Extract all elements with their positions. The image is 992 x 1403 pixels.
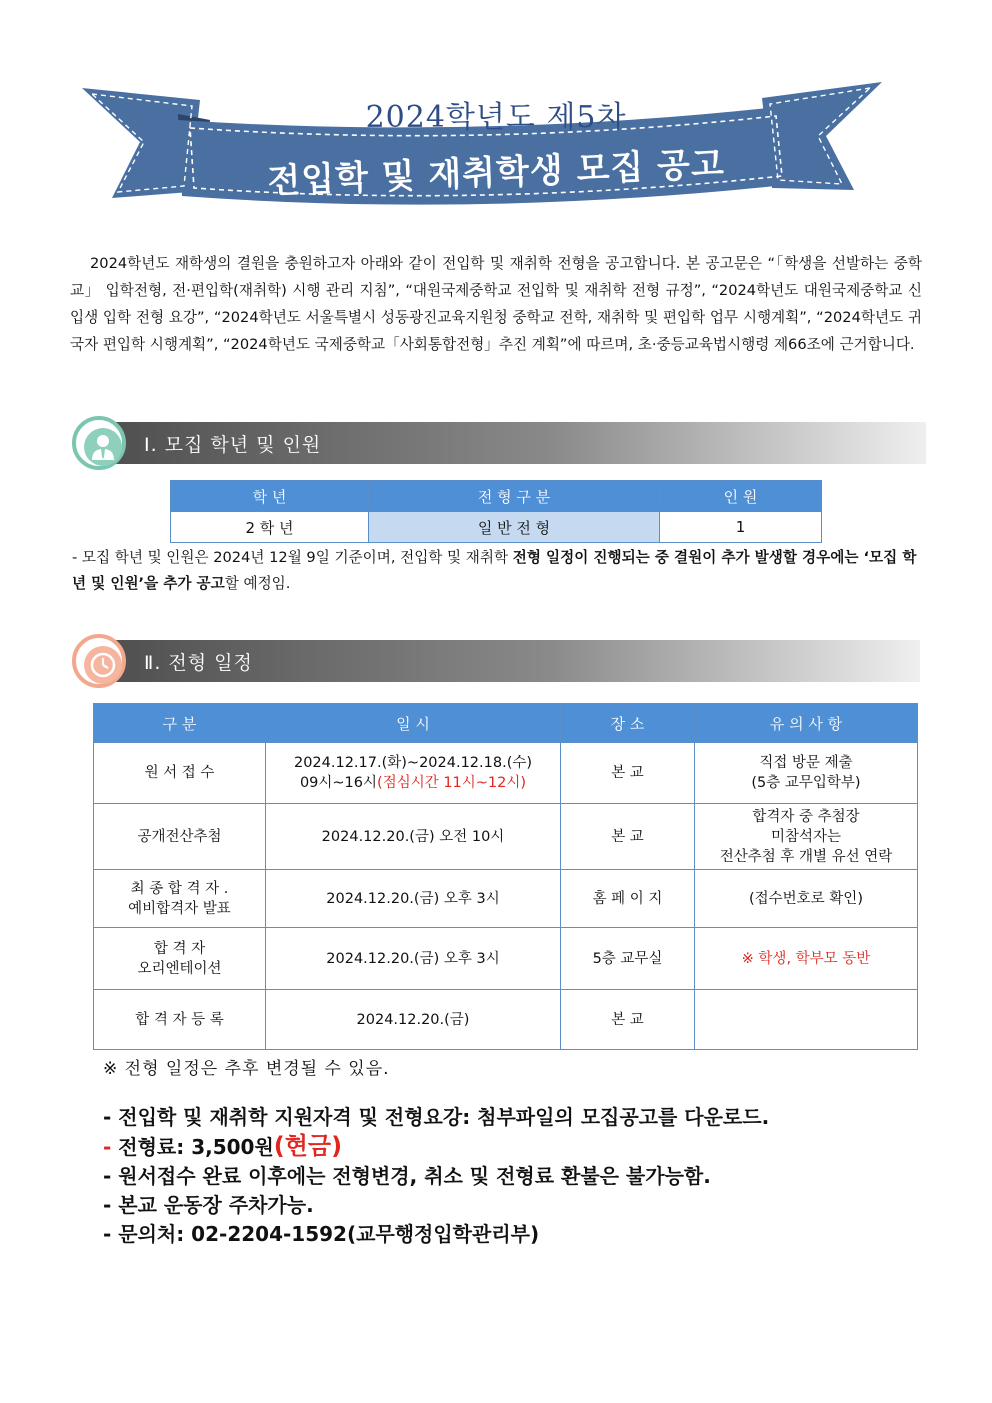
col-header-place: 장 소 <box>561 704 695 743</box>
list-item: - 원서접수 완료 이후에는 전형변경, 취소 및 전형료 환불은 불가능함. <box>103 1164 711 1188</box>
cell-type: 일 반 전 형 <box>369 512 660 543</box>
cell-datetime: 2024.12.17.(화)~2024.12.18.(수) 09시~16시(점심시간 11시~12시) <box>266 743 561 804</box>
col-header-grade: 학 년 <box>171 481 369 512</box>
cell-note: (접수번호로 확인) <box>695 870 918 928</box>
list-item: - 전입학 및 재취학 지원자격 및 전형요강: 첨부파일의 모집공고를 다운로드. <box>103 1105 770 1129</box>
table-row <box>94 870 918 928</box>
cell-note: 직접 방문 제출 (5층 교무입학부) <box>695 743 918 804</box>
col-header-datetime: 일 시 <box>266 704 561 743</box>
recruitment-note: - 모집 학년 및 인원은 2024년 12월 9일 기준이며, 전입학 및 재취학 전형 일정이 진행되는 중 결원이 추가 발생할 경우에는 ‘모집 학년 및 인원’을 추가 공고할 예정임. <box>72 549 917 592</box>
table-row <box>94 990 918 1050</box>
col-header-category: 구 분 <box>94 704 266 743</box>
info-bullet-list <box>103 1103 769 1249</box>
cell-category: 합 격 자 오리엔테이션 <box>94 928 266 990</box>
table-row <box>94 743 918 804</box>
section-title: Ⅱ. 전형 일정 <box>144 652 253 674</box>
cell-datetime: 2024.12.20.(금) <box>266 990 561 1050</box>
cell-note: ※ 학생, 학부모 동반 <box>695 928 918 990</box>
cell-datetime: 2024.12.20.(금) 오전 10시 <box>266 804 561 870</box>
section-header-recruitment <box>72 416 926 470</box>
cell-category: 합 격 자 등 록 <box>94 990 266 1050</box>
intro-paragraph: 2024학년도 재학생의 결원을 충원하고자 아래와 같이 전입학 및 재취학 전형을 공고합니다. 본 공고문은 “「학생을 선발하는 중학교」 입학전형, 전·편입학(재취학) 시행 관리 지침”, “대원국제중학교 전입학 및 재취학 전형 규정”, “2024학년도 대원국제중학교 신입생 입학 전형 요강”, “2024학년도 서울특별시 성동광진교육지원청 중학교 전학, 재취학 및 편입학 업무 시행계획”, “2024학년도 귀국자 편입학 시행계획”, “2024학년도 국제중학교「사회통합전형」추진 계획”에 따르며, 초·중등교육법시행령 제66조에 근거합니다. <box>70 255 922 353</box>
cell-category: 최 종 합 격 자 . 예비합격자 발표 <box>94 870 266 928</box>
cell-category: 공개전산추첨 <box>94 804 266 870</box>
cell-place: 홈 페 이 지 <box>561 870 695 928</box>
clock-icon <box>84 646 122 684</box>
banner-title: 전입학 및 재취학생 모집 공고 <box>266 144 726 202</box>
col-header-notes: 유 의 사 항 <box>695 704 918 743</box>
list-item: - 전형료: 3,500원(현금) <box>103 1132 343 1160</box>
list-item: - 문의처: 02-2204-1592(교무행정입학관리부) <box>103 1222 540 1246</box>
col-header-type: 전 형 구 분 <box>369 481 660 512</box>
cell-datetime: 2024.12.20.(금) 오후 3시 <box>266 928 561 990</box>
cell-place: 5층 교무실 <box>561 928 695 990</box>
cell-note: 합격자 중 추첨장 미참석자는 전산추첨 후 개별 유선 연락 <box>695 804 918 870</box>
cell-place: 본 교 <box>561 804 695 870</box>
schedule-table <box>93 703 918 1050</box>
cell-note <box>695 990 918 1050</box>
cell-place: 본 교 <box>561 743 695 804</box>
schedule-note: ※ 전형 일정은 추후 변경될 수 있음. <box>103 1059 390 1079</box>
cell-place: 본 교 <box>561 990 695 1050</box>
table-row <box>94 928 918 990</box>
person-icon <box>84 428 122 466</box>
cell-category: 원 서 접 수 <box>94 743 266 804</box>
cell-grade: 2 학 년 <box>171 512 369 543</box>
col-header-count: 인 원 <box>660 481 822 512</box>
list-item: - 본교 운동장 주차가능. <box>103 1193 314 1217</box>
cell-datetime: 2024.12.20.(금) 오후 3시 <box>266 870 561 928</box>
section-title: I. 모집 학년 및 인원 <box>144 434 322 456</box>
table-row <box>94 804 918 870</box>
recruitment-table <box>170 480 822 543</box>
table-row <box>171 512 822 543</box>
cell-count: 1 <box>660 512 822 543</box>
banner-subtitle: 2024학년도 제5차 <box>365 100 627 135</box>
section-header-schedule <box>72 634 920 688</box>
